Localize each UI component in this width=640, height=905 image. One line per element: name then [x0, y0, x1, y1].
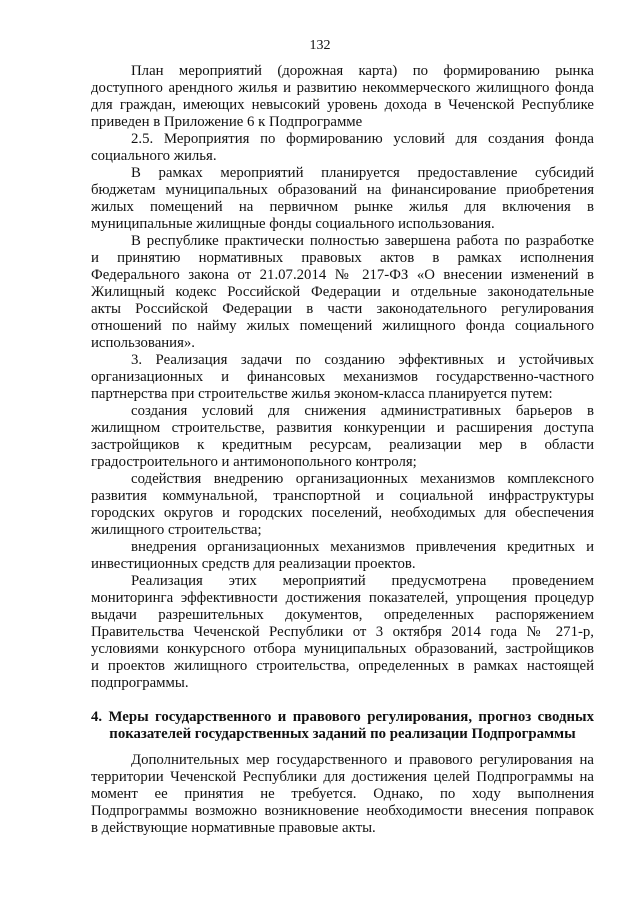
- paragraph-line: Подпрограммы возможно возникновение необходимости внесения поправок: [91, 803, 594, 819]
- paragraph-line: муниципальные жилищные фонды социального использования.: [91, 216, 495, 232]
- paragraph-line: В рамках мероприятий планируется предоставление субсидий: [131, 165, 594, 181]
- page-number: 132: [309, 38, 331, 53]
- paragraph-line: момент ее принятия не требуется. Однако, по ходу выполнения: [91, 786, 594, 802]
- paragraph-line: территории Чеченской Республики для достижения целей Подпрограммы на: [91, 769, 594, 785]
- paragraph-line: В республике практически полностью завершена работа по разработке: [131, 233, 594, 249]
- paragraph-line: выдачи разрешительных документов, определенных распоряжением: [91, 607, 594, 623]
- paragraph-line: партнерства при строительстве жилья эконом-класса планируется путем:: [91, 386, 553, 402]
- paragraph-line: условиями конкурсного отбора муниципальных образований, застройщиков: [91, 641, 594, 657]
- paragraph-line: 2.5. Мероприятия по формированию условий для создания фонда: [131, 131, 594, 147]
- paragraph-line: содействия внедрению организационных механизмов комплексного: [131, 471, 594, 487]
- paragraph-line: План мероприятий (дорожная карта) по формированию рынка: [131, 63, 594, 79]
- paragraph-line: мониторинга эффективности достижения показателей, упрощения процедур: [91, 590, 594, 606]
- section-heading-line: показателей государственных заданий по реализации Подпрограммы: [109, 726, 576, 742]
- paragraph-line: внедрения организационных механизмов привлечения кредитных и: [131, 539, 594, 555]
- paragraph-line: доступного арендного жилья и развитию некоммерческого жилищного фонда: [91, 80, 594, 96]
- paragraph-line: 3. Реализация задачи по созданию эффективных и устойчивых: [131, 352, 594, 368]
- paragraph-line: Федерального закона от 21.07.2014 № 217-ФЗ «О внесении изменений в: [91, 267, 594, 283]
- paragraph-line: жилищном строительстве, развития конкуренции и расширения доступа: [91, 420, 594, 436]
- paragraph-line: организационных и финансовых механизмов государственно-частного: [91, 369, 594, 385]
- paragraph-line: и проектов жилищного строительства, определенных в рамках настоящей: [91, 658, 594, 674]
- paragraph-line: отношений по найму жилых помещений жилищного фонда социального: [91, 318, 594, 334]
- section-heading-line: 4. Меры государственного и правового регулирования, прогноз сводных: [91, 709, 594, 725]
- paragraph-line: градостроительного и антимонопольного контроля;: [91, 454, 417, 470]
- paragraph-line: Правительства Чеченской Республики от 3 октября 2014 года № 271-р,: [91, 624, 594, 640]
- paragraph-line: жилых помещений на первичном рынке жилья для включения в: [91, 199, 594, 215]
- paragraph-line: для граждан, имеющих невысокий уровень дохода в Чеченской Республике: [91, 97, 594, 113]
- paragraph-line: застройщиков к кредитным ресурсам, реализации мер в области: [91, 437, 594, 453]
- paragraph-line: акты Российской Федерации в части законодательного регулирования: [91, 301, 594, 317]
- paragraph-line: создания условий для снижения административных барьеров в: [131, 403, 594, 419]
- paragraph-line: Дополнительных мер государственного и правового регулирования на: [131, 752, 594, 768]
- paragraph-line: и принятию нормативных правовых актов в рамках исполнения: [91, 250, 594, 266]
- paragraph-line: Реализация этих мероприятий предусмотрена проведением: [131, 573, 594, 589]
- paragraph-line: бюджетам муниципальных образований на финансирование приобретения: [91, 182, 594, 198]
- paragraph-line: подпрограммы.: [91, 675, 189, 691]
- paragraph-line: в действующие нормативные правовые акты.: [91, 820, 376, 836]
- paragraph-line: развития коммунальной, транспортной и социальной инфраструктуры: [91, 488, 594, 504]
- paragraph-line: Жилищный кодекс Российской Федерации и отдельные законодательные: [91, 284, 594, 300]
- paragraph-line: инвестиционных средств для реализации проектов.: [91, 556, 416, 572]
- paragraph-line: жилищного строительства;: [91, 522, 262, 538]
- paragraph-line: использования».: [91, 335, 195, 351]
- paragraph-line: приведен в Приложение 6 к Подпрограмме: [91, 114, 363, 130]
- paragraph-line: социального жилья.: [91, 148, 217, 164]
- paragraph-line: городских округов и городских поселений, необходимых для обеспечения: [91, 505, 594, 521]
